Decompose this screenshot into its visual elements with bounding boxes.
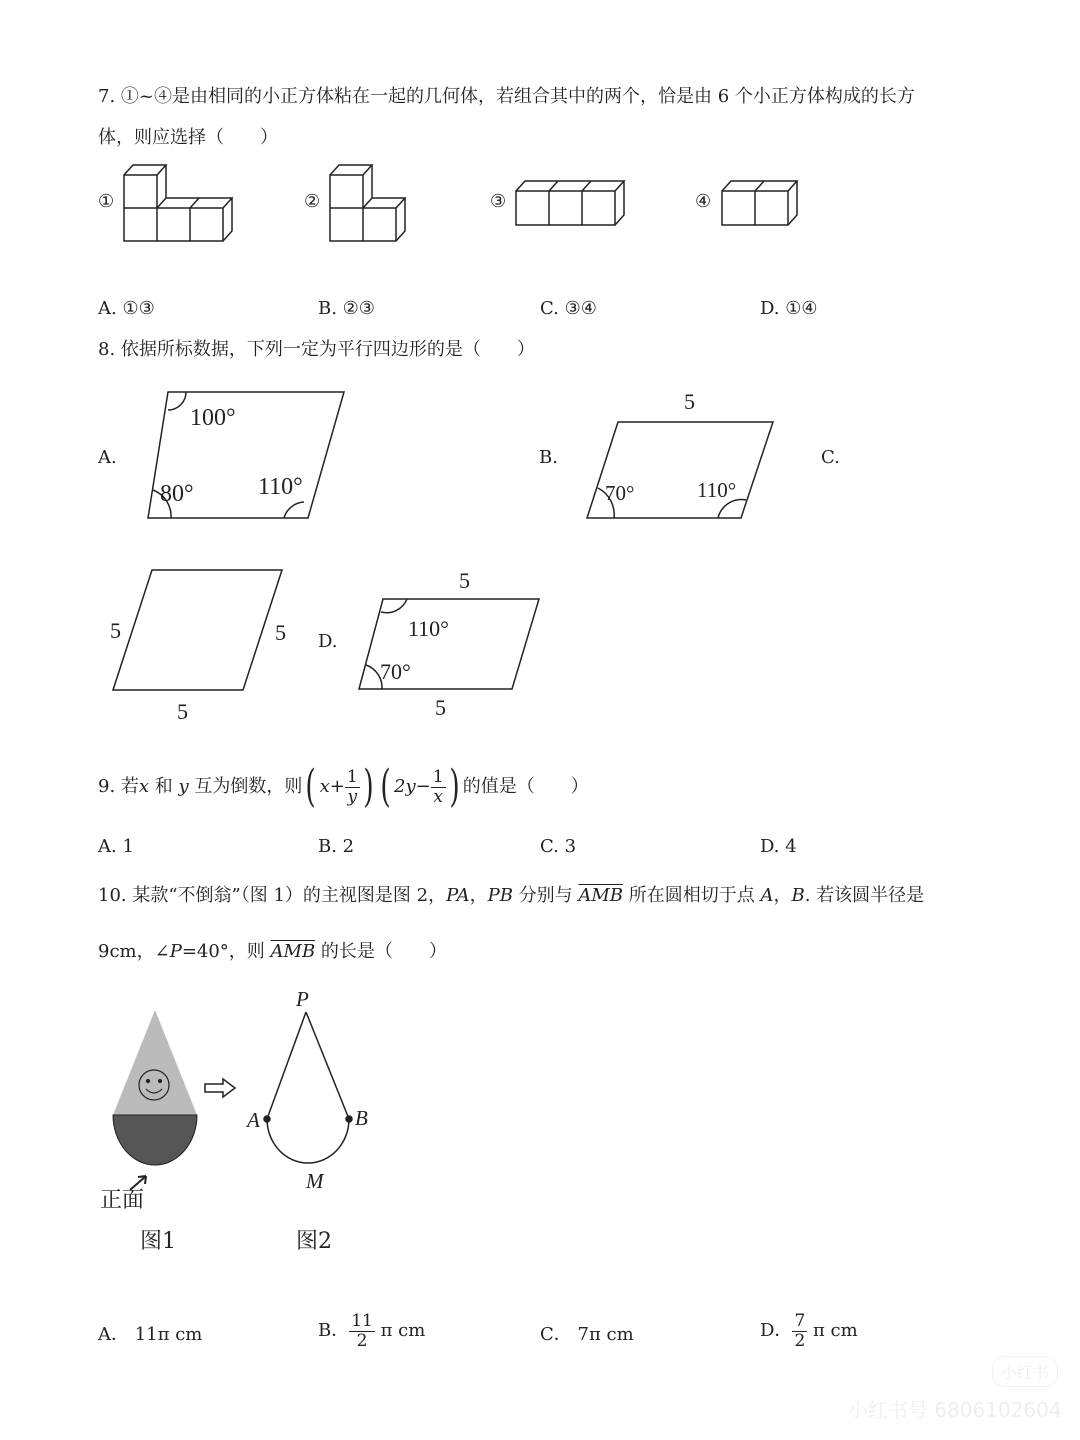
- q9-option-d: D. 4: [760, 836, 797, 857]
- left-paren: (: [380, 761, 391, 812]
- q8-option-d-label: D.: [318, 631, 338, 652]
- option-value: π cm: [813, 1320, 858, 1342]
- q7-option-d: D. ①④: [760, 298, 818, 319]
- fig2-caption: 图2: [296, 1229, 332, 1254]
- tumbler-figure: [113, 1010, 197, 1165]
- fig2-label-p: P: [296, 987, 309, 1011]
- q9-mid1: 和: [149, 776, 179, 797]
- q10-pa: PA: [446, 885, 470, 906]
- fig2-drawing: [264, 1012, 352, 1163]
- right-arrow-icon: [205, 1079, 235, 1097]
- q10-point-b: B: [791, 885, 805, 906]
- cube-figure-4: [722, 181, 797, 225]
- q8-option-a-label: A.: [98, 447, 117, 468]
- left-paren: (: [305, 761, 317, 812]
- q7-option-b: B. ②③: [318, 298, 375, 319]
- q10-text: 分别与: [512, 885, 579, 906]
- denominator: x: [433, 786, 443, 807]
- q9-plus: +: [329, 776, 345, 797]
- fig-a-angle-right: 110°: [258, 474, 303, 500]
- q10-text: =40°，则: [181, 941, 271, 962]
- q9-var-y: y: [178, 776, 189, 797]
- fig-b-side-top: 5: [684, 389, 695, 414]
- q10-text: ，: [469, 885, 488, 906]
- q9-prefix: 9. 若: [98, 776, 139, 797]
- fig-c-side-bottom: 5: [177, 699, 188, 724]
- q7-figure-label-4: ④: [695, 191, 712, 212]
- q10-point-p: P: [169, 941, 182, 962]
- fig-d-side-top: 5: [459, 568, 470, 593]
- fig2-label-a: A: [247, 1108, 260, 1132]
- q7-option-a: A. ①③: [98, 298, 155, 319]
- q8-option-c-label: C.: [821, 447, 840, 468]
- q7-option-c: C. ③④: [540, 298, 597, 319]
- right-paren: ): [363, 761, 374, 812]
- q9-option-a: A. 1: [98, 836, 134, 857]
- numerator: 1: [432, 766, 444, 787]
- option-label: B．: [318, 1320, 350, 1342]
- q8-stem: 8. 依据所标数据，下列一定为平行四边形的是（ ）: [98, 339, 535, 360]
- option-label: D．: [760, 1320, 793, 1342]
- denominator: 2: [356, 1330, 368, 1351]
- fig-c-side-right: 5: [275, 620, 286, 645]
- fig-b-angle-left: 70°: [605, 481, 635, 505]
- q7-stem-line1: 7. ①~④是由相同的小正方体粘在一起的几何体，若组合其中的两个，恰是由 6 个小正方体构成的长方: [98, 86, 915, 107]
- fig-d-angle-2: 70°: [380, 659, 411, 684]
- q7-figure-label-2: ②: [304, 191, 321, 212]
- numerator: 7: [794, 1311, 806, 1331]
- q7-stem-line2: 体，则应选择（ ）: [98, 127, 278, 148]
- fig-d-side-bottom: 5: [435, 695, 446, 720]
- q10-point-a: A: [760, 885, 774, 906]
- q10-text: ，: [773, 885, 792, 906]
- q9-option-c: C. 3: [540, 836, 577, 857]
- denominator: 2: [794, 1330, 806, 1351]
- fig-c-side-left: 5: [110, 618, 121, 643]
- fig-a-angle-top: 100°: [190, 405, 236, 431]
- cube-figure-3: [516, 181, 624, 225]
- q10-text: 10. 某款“不倒翁”（图 1）的主视图是图 2，: [98, 885, 447, 906]
- watermark-badge: 小红书: [992, 1356, 1058, 1387]
- q10-text: 所在圆相切于点: [623, 885, 761, 906]
- parallelogram-c: [113, 570, 282, 690]
- option-value: 11π cm: [134, 1324, 203, 1345]
- cube-figure-2: [330, 165, 405, 241]
- q10-pb: PB: [487, 885, 513, 906]
- fig-d-angle-1: 110°: [408, 616, 449, 641]
- front-arrow-icon: [130, 1176, 146, 1190]
- q8-option-b-label: B.: [539, 447, 558, 468]
- q9-two-y: 2y: [394, 776, 416, 797]
- fig1-front-label: 正面: [100, 1188, 145, 1213]
- q7-figure-label-1: ①: [98, 191, 115, 212]
- arc-amb: $\overline{AMB}$: [578, 885, 624, 906]
- q9-expr-x: x: [319, 776, 330, 797]
- numerator: 1: [346, 766, 358, 787]
- watermark-id: 小红书号 6806102604: [848, 1398, 1062, 1422]
- q9-var-x: x: [138, 776, 150, 797]
- q9-suffix: 的值是（ ）: [462, 776, 589, 797]
- option-label: A．: [98, 1324, 129, 1345]
- fig-a-angle-left: 80°: [160, 481, 194, 507]
- q7-figure-label-3: ③: [490, 191, 507, 212]
- fig-b-angle-right: 110°: [697, 478, 737, 502]
- cube-figure-1: [124, 165, 232, 241]
- q9-mid2: 互为倒数，则: [188, 776, 303, 797]
- q10-text: 的长是（ ）: [315, 941, 447, 962]
- fig1-caption: 图1: [140, 1229, 176, 1254]
- fig2-label-b: B: [355, 1106, 368, 1130]
- fig2-label-m: M: [306, 1169, 324, 1193]
- q10-text: . 若该圆半径是: [804, 885, 925, 906]
- option-value: π cm: [380, 1320, 426, 1342]
- arc-amb: $\overline{AMB}$: [270, 941, 316, 962]
- option-label: C．: [540, 1324, 572, 1345]
- right-paren: ): [448, 761, 460, 812]
- option-value: 7π cm: [577, 1324, 634, 1345]
- q9-option-b: B. 2: [318, 836, 355, 857]
- q9-minus: −: [415, 776, 431, 797]
- denominator: y: [347, 786, 358, 807]
- numerator: 11: [351, 1311, 373, 1331]
- q10-text: 9cm，∠: [98, 941, 170, 962]
